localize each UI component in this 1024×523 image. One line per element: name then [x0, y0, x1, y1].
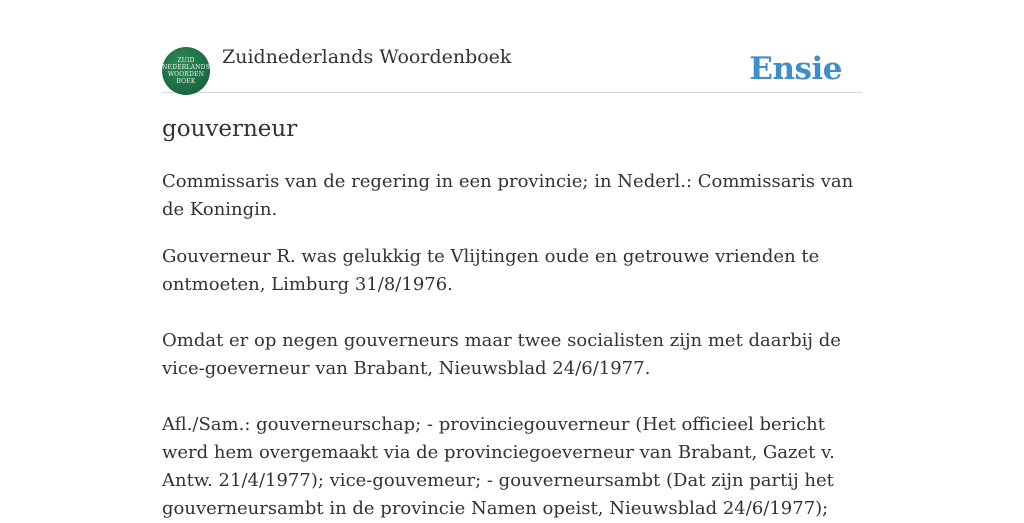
entry-content: [162, 168, 862, 523]
site-header: [162, 0, 862, 93]
ensie-brand-link[interactable]: Ensie: [749, 51, 842, 87]
example-quote: Gouverneur R. was gelukkig te Vlijtingen oude en getrouwe vrienden te ontmoeten, Limburg 31/8/1976.: [162, 246, 820, 295]
logo-line: WOORDEN: [167, 71, 205, 78]
entry-title: gouverneur: [162, 116, 298, 142]
definition-text: Commissaris van de regering in een provincie; in Nederl.: Commissaris van de Koningin.: [162, 171, 854, 220]
example-quote: Omdat er op negen gouverneurs maar twee socialisten zijn met daarbij de vice-goeverneur van Brabant, Nieuwsblad 24/6/1977.: [162, 330, 841, 379]
dictionary-title-link[interactable]: Zuidnederlands Woordenboek: [222, 46, 512, 68]
logo-line: BOEK: [176, 78, 196, 85]
logo-line: NEDERLANDS: [162, 64, 210, 71]
page: [162, 0, 862, 519]
dictionary-logo[interactable]: [162, 47, 210, 95]
logo-line: ZUID: [177, 57, 195, 64]
derivations-text: Afl./Sam.: gouverneurschap; - provinciegouverneur (Het officieel bericht werd hem overgemaakt via de provinciegoeverneur van Brabant, Gazet v. Antw. 21/4/1977); vice-gouvemeur; - gouverneursambt (Dat zijn partij het gouverneursambt in de provincie Namen opeist, Nieuwsblad 24/6/1977);: [162, 414, 835, 519]
